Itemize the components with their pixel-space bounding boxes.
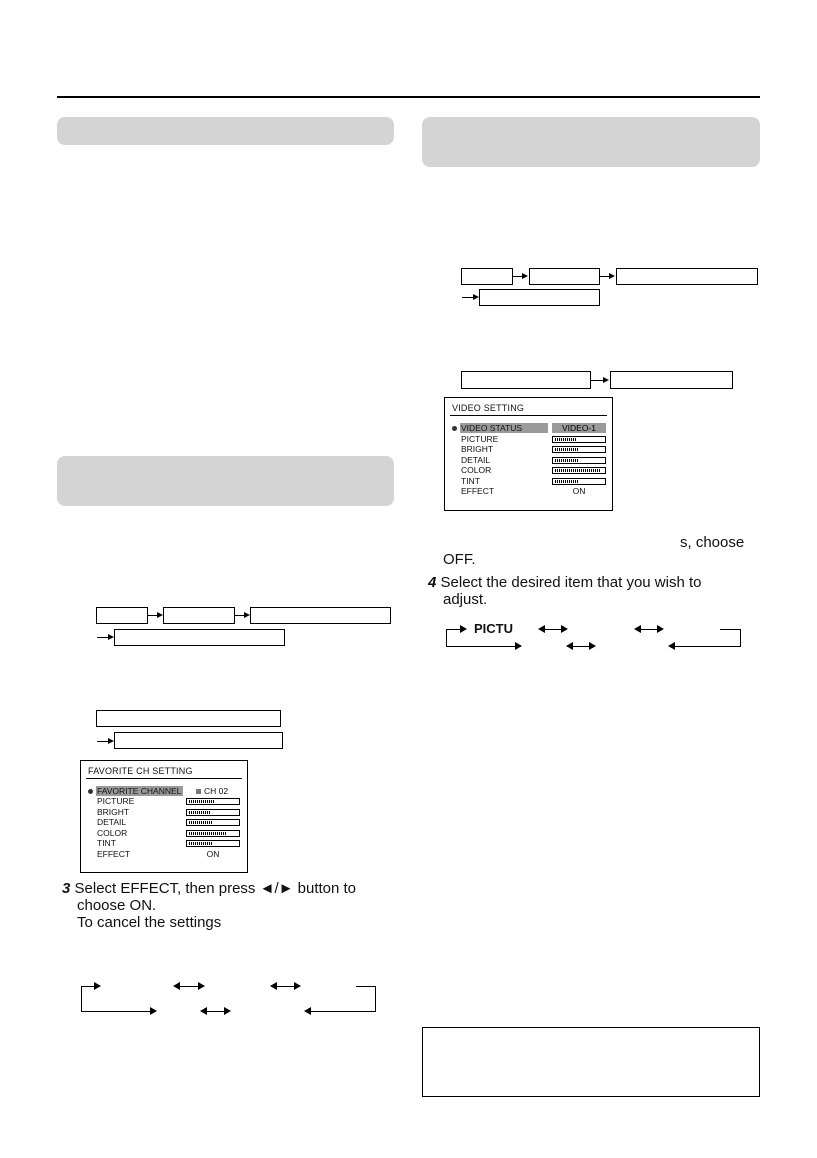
- osd-item-label: BRIGHT: [97, 806, 130, 817]
- flow-box: [114, 732, 283, 749]
- osd-item-label: TINT: [97, 838, 116, 848]
- section-header-band: [57, 117, 394, 145]
- osd-item-label: COLOR: [97, 827, 128, 838]
- osd-item-label: FAVORITE CHANNEL: [97, 786, 182, 796]
- osd-item-value: VIDEO-1: [552, 423, 606, 433]
- osd-item-label: TINT: [461, 475, 480, 486]
- osd-item-label: COLOR: [461, 465, 492, 475]
- flow-box: [616, 268, 758, 285]
- arrow-right-icon: [150, 1007, 157, 1015]
- osd-item-label: EFFECT: [461, 486, 495, 496]
- flow-box: [610, 371, 733, 389]
- partial-instruction: s, choose: [680, 534, 745, 551]
- cursor-icon: [452, 426, 457, 431]
- step-number: 3: [62, 880, 71, 897]
- flow-box: [250, 607, 391, 624]
- cycle-first-label: PICTU: [474, 621, 513, 636]
- osd-item-label: DETAIL: [461, 454, 491, 465]
- note-box: [422, 1027, 760, 1097]
- video-setting-screen: [444, 397, 613, 511]
- arrow-right-icon: [561, 625, 568, 633]
- osd-title: VIDEO SETTING: [452, 403, 525, 413]
- partial-instruction: OFF.: [443, 551, 476, 568]
- flow-box: [163, 607, 235, 624]
- level-bar: [552, 446, 606, 453]
- flow-box: [96, 607, 148, 624]
- step-4-instruction: 4 Select the desired item that you wish to adjust.: [428, 574, 702, 608]
- level-bar: [552, 467, 606, 474]
- level-bar: [552, 457, 606, 464]
- flow-box: [461, 268, 513, 285]
- arrow-left-icon: [566, 642, 573, 650]
- arrow-right-icon: [198, 982, 205, 990]
- arrow-right-icon: [294, 982, 301, 990]
- level-bar: [186, 830, 240, 837]
- osd-title: FAVORITE CH SETTING: [88, 766, 193, 776]
- level-bar: [552, 436, 606, 443]
- cursor-icon: [88, 789, 93, 794]
- section-header-band: [422, 117, 760, 167]
- arrow-left-icon: [538, 625, 545, 633]
- osd-item-value: ON: [206, 848, 220, 859]
- level-bar: [186, 798, 240, 805]
- arrow-left-icon: [304, 1007, 311, 1015]
- header-rule: [57, 96, 760, 98]
- arrow-right-icon: [609, 273, 615, 279]
- arrow-right-icon: [589, 642, 596, 650]
- level-bar: [186, 809, 240, 816]
- flow-box: [461, 371, 591, 389]
- osd-item-label: BRIGHT: [461, 444, 494, 454]
- osd-item-label: PICTURE: [461, 433, 499, 444]
- arrow-right-icon: [224, 1007, 231, 1015]
- flow-box: [529, 268, 600, 285]
- left-right-arrows-icon: ◄/►: [259, 880, 294, 897]
- arrow-right-icon: [515, 642, 522, 650]
- osd-item-label: EFFECT: [97, 848, 131, 859]
- level-bar: [186, 840, 240, 847]
- osd-item-value: ON: [572, 486, 586, 496]
- arrow-right-icon: [522, 273, 528, 279]
- flow-box: [479, 289, 600, 306]
- step-3-instruction: 3 Select EFFECT, then press ◄/► button to choose ON. To cancel the settings: [62, 880, 357, 931]
- level-bar: [552, 478, 606, 485]
- arrow-left-icon: [200, 1007, 207, 1015]
- arrow-right-icon: [94, 982, 101, 990]
- arrow-left-icon: [634, 625, 641, 633]
- osd-item-label: PICTURE: [97, 796, 135, 806]
- arrow-right-icon: [460, 625, 467, 633]
- channel-icon: [196, 789, 201, 794]
- section-header-band: [57, 456, 394, 506]
- arrow-left-icon: [668, 642, 675, 650]
- step-number: 4: [428, 574, 437, 591]
- flow-box: [96, 710, 281, 727]
- arrow-right-icon: [657, 625, 664, 633]
- arrow-left-icon: [173, 982, 180, 990]
- osd-item-value: CH 02: [204, 786, 229, 796]
- level-bar: [186, 819, 240, 826]
- arrow-left-icon: [270, 982, 277, 990]
- osd-item-label: DETAIL: [97, 817, 127, 827]
- arrow-right-icon: [603, 377, 609, 383]
- flow-box: [114, 629, 285, 646]
- favorite-ch-setting-screen: [80, 760, 248, 873]
- osd-item-label: VIDEO STATUS: [461, 423, 523, 433]
